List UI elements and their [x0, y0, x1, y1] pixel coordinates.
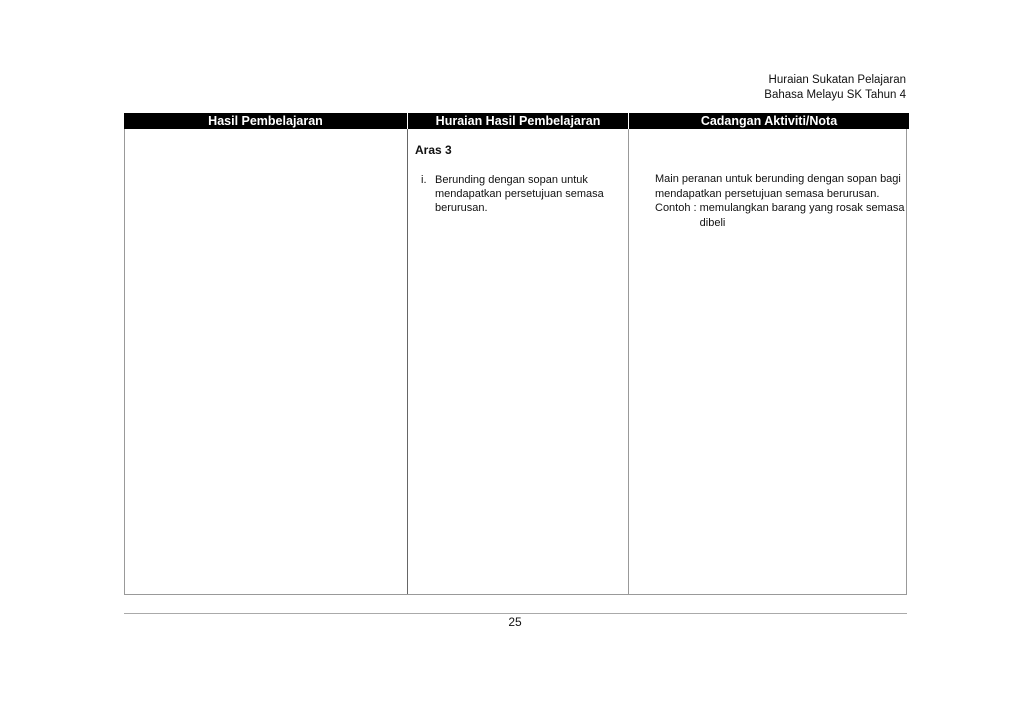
document-header: [764, 73, 906, 103]
header-title: Huraian Sukatan Pelajaran: [768, 74, 906, 86]
level-heading: Aras 3: [415, 143, 452, 157]
activity-text: Main peranan untuk berunding dengan sopan bagi mendapatkan persetujuan semasa berurusan.: [655, 173, 901, 200]
learning-outcome-item: [421, 173, 621, 215]
column-divider: [407, 129, 408, 594]
footer-divider: [124, 613, 907, 614]
page-number: 25: [508, 615, 522, 629]
item-text: Berunding dengan sopan untuk mendapatkan persetujuan semasa berurusan.: [435, 174, 604, 214]
table-header-row: [124, 113, 909, 129]
column-header-hasil: Hasil Pembelajaran: [208, 114, 323, 128]
example-label: Contoh :: [655, 202, 700, 214]
header-subtitle: Bahasa Melayu SK Tahun 4: [764, 89, 906, 101]
syllabus-table: [124, 113, 907, 595]
activity-note: [655, 172, 905, 230]
column-header-huraian: Huraian Hasil Pembelajaran: [407, 113, 629, 129]
column-header-cadangan: Cadangan Aktiviti/Nota: [700, 114, 838, 128]
item-number: i.: [421, 174, 427, 186]
example-row: [655, 201, 905, 230]
example-text: memulangkan barang yang rosak semasa dibeli: [699, 202, 905, 229]
column-divider: [628, 129, 629, 594]
